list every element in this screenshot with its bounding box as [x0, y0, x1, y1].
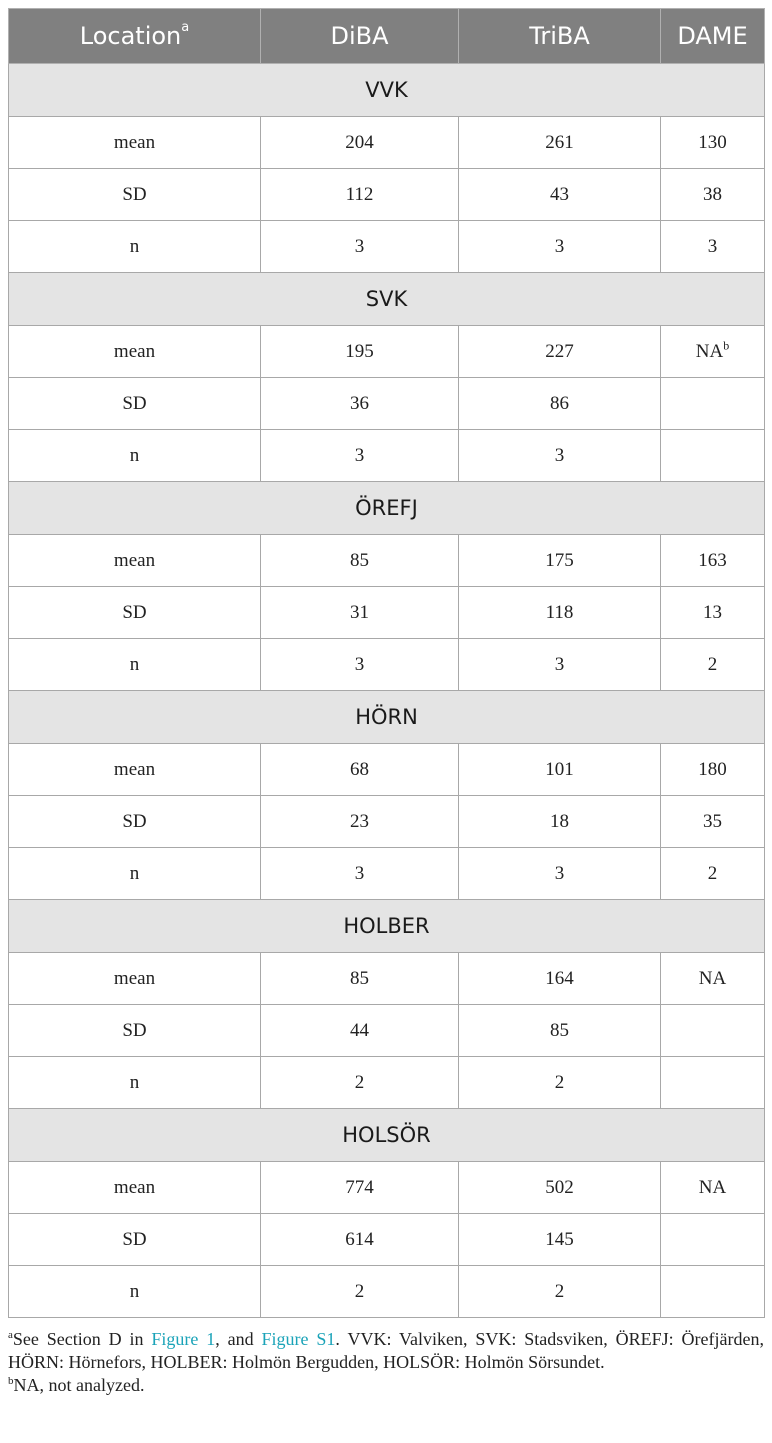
cell-triba-value: 502: [545, 1176, 574, 1198]
table-row: [9, 430, 765, 482]
cell-dame-value: 13: [703, 601, 722, 623]
cell-triba-value: 3: [554, 862, 565, 884]
header-dame: DAME: [661, 9, 765, 64]
row-label-value: mean: [113, 967, 156, 989]
row-label-value: SD: [122, 392, 147, 414]
cell-triba-value: 86: [550, 392, 569, 414]
cell-dame: [661, 117, 765, 169]
cell-diba-value: 774: [345, 1176, 374, 1198]
group-row: [9, 900, 765, 953]
row-label-value: mean: [113, 131, 156, 153]
cell-diba: [261, 430, 459, 482]
table-row: [9, 1057, 765, 1109]
row-label: [9, 221, 261, 273]
cell-dame: [661, 1266, 765, 1318]
footnote-a-prefix: See Section D in: [12, 1329, 152, 1349]
data-table: [8, 8, 765, 1318]
group-label: HOLSÖR: [9, 1109, 765, 1162]
cell-diba: [261, 1057, 459, 1109]
row-label: [9, 1266, 261, 1318]
cell-triba-value: 145: [545, 1228, 574, 1250]
row-label-value: n: [129, 653, 140, 675]
table-row: [9, 221, 765, 273]
cell-triba: [459, 744, 661, 796]
row-label: [9, 848, 261, 900]
row-label-value: n: [129, 444, 140, 466]
cell-triba: [459, 326, 661, 378]
cell-diba-value: 614: [345, 1228, 374, 1250]
row-label: [9, 953, 261, 1005]
table-row: [9, 587, 765, 639]
group-row: [9, 691, 765, 744]
cell-dame-value: 163: [698, 549, 727, 571]
footnote-a: [8, 1328, 764, 1374]
row-label: [9, 169, 261, 221]
table-row: [9, 953, 765, 1005]
cell-diba: [261, 796, 459, 848]
group-label: HÖRN: [9, 691, 765, 744]
cell-diba-value: 2: [354, 1280, 365, 1302]
row-label: [9, 535, 261, 587]
row-label: [9, 1214, 261, 1266]
cell-triba: [459, 535, 661, 587]
cell-dame: [661, 1005, 765, 1057]
cell-dame: [661, 1162, 765, 1214]
cell-diba: [261, 1005, 459, 1057]
row-label: [9, 1005, 261, 1057]
header-triba: TriBA: [459, 9, 661, 64]
cell-diba: [261, 744, 459, 796]
cell-diba-value: 195: [345, 340, 374, 362]
cell-triba-value: 175: [545, 549, 574, 571]
cell-triba-value: 227: [545, 340, 574, 362]
cell-triba: [459, 1057, 661, 1109]
row-label-value: mean: [113, 549, 156, 571]
row-label: [9, 378, 261, 430]
table-row: [9, 744, 765, 796]
cell-diba: [261, 117, 459, 169]
cell-triba: [459, 169, 661, 221]
cell-triba-value: 85: [550, 1019, 569, 1041]
cell-diba-value: 3: [354, 235, 365, 257]
cell-dame: [661, 326, 765, 378]
row-label-value: SD: [122, 183, 147, 205]
cell-triba-value: 118: [545, 601, 574, 623]
group-row: [9, 482, 765, 535]
cell-diba-value: 36: [350, 392, 369, 414]
cell-triba: [459, 1266, 661, 1318]
row-label-value: n: [129, 862, 140, 884]
cell-triba: [459, 953, 661, 1005]
row-label-value: SD: [122, 1019, 147, 1041]
cell-triba-value: 3: [554, 653, 565, 675]
cell-diba: [261, 587, 459, 639]
cell-diba-value: 85: [350, 549, 369, 571]
table-row: [9, 1214, 765, 1266]
footnote-a-mark: a: [8, 1329, 13, 1341]
cell-triba-value: 164: [545, 967, 574, 989]
cell-triba-value: 2: [554, 1280, 565, 1302]
header-location: [9, 9, 261, 64]
row-label: [9, 326, 261, 378]
cell-diba-value: 3: [354, 862, 365, 884]
header-row: [9, 9, 765, 64]
cell-dame-value: 2: [707, 653, 718, 675]
cell-dame-value: 3: [707, 235, 718, 257]
cell-triba-value: 18: [550, 810, 569, 832]
cell-dame-value: NA: [698, 967, 727, 989]
table-row: [9, 1266, 765, 1318]
cell-diba: [261, 326, 459, 378]
row-label: [9, 796, 261, 848]
cell-dame: [661, 1057, 765, 1109]
cell-diba-value: 85: [350, 967, 369, 989]
cell-diba-value: 112: [345, 183, 374, 205]
cell-diba-value: 2: [354, 1071, 365, 1093]
figure-s1-link[interactable]: Figure S1: [261, 1329, 336, 1349]
row-label: [9, 430, 261, 482]
cell-triba-value: 3: [554, 235, 565, 257]
cell-dame: [661, 587, 765, 639]
table-row: [9, 378, 765, 430]
cell-diba-value: 3: [354, 444, 365, 466]
footnote-b-mark: b: [8, 1375, 14, 1387]
cell-diba-value: 31: [350, 601, 369, 623]
group-row: [9, 1109, 765, 1162]
cell-triba: [459, 378, 661, 430]
cell-diba: [261, 1214, 459, 1266]
row-label: [9, 587, 261, 639]
group-label: ÖREFJ: [9, 482, 765, 535]
row-label: [9, 1162, 261, 1214]
table-row: [9, 639, 765, 691]
table-row: [9, 535, 765, 587]
row-label-value: n: [129, 1280, 140, 1302]
cell-dame: [661, 1214, 765, 1266]
cell-dame-value: 130: [698, 131, 727, 153]
row-label-value: SD: [122, 810, 147, 832]
table-row: [9, 117, 765, 169]
row-label: [9, 639, 261, 691]
cell-triba: [459, 796, 661, 848]
table-row: [9, 326, 765, 378]
table-row: [9, 1162, 765, 1214]
cell-dame: [661, 953, 765, 1005]
cell-diba: [261, 169, 459, 221]
header-location-footnote-mark: a: [181, 20, 190, 35]
row-label: [9, 1057, 261, 1109]
row-label: [9, 117, 261, 169]
cell-diba: [261, 953, 459, 1005]
header-diba: DiBA: [261, 9, 459, 64]
cell-dame: [661, 848, 765, 900]
cell-dame-value: 2: [707, 862, 718, 884]
cell-triba: [459, 639, 661, 691]
cell-diba: [261, 221, 459, 273]
row-label-value: n: [129, 235, 140, 257]
footnote-mark: b: [723, 338, 730, 353]
footnote-a-middle: , and: [215, 1329, 262, 1349]
row-label-value: mean: [113, 340, 156, 362]
cell-triba: [459, 1214, 661, 1266]
cell-triba: [459, 221, 661, 273]
cell-triba-value: 2: [554, 1071, 565, 1093]
cell-diba: [261, 848, 459, 900]
cell-diba: [261, 1266, 459, 1318]
row-label-value: SD: [122, 601, 147, 623]
footnote-b: [8, 1374, 764, 1397]
group-label: SVK: [9, 273, 765, 326]
row-label-value: mean: [113, 1176, 156, 1198]
cell-triba: [459, 1005, 661, 1057]
cell-diba-value: 3: [354, 653, 365, 675]
cell-dame: [661, 639, 765, 691]
table-row: [9, 1005, 765, 1057]
figure-1-link[interactable]: Figure 1: [151, 1329, 216, 1349]
cell-dame-value: 180: [698, 758, 727, 780]
row-label-value: mean: [113, 758, 156, 780]
cell-dame-value: NA: [698, 1176, 727, 1198]
cell-triba-value: 101: [545, 758, 574, 780]
cell-triba: [459, 848, 661, 900]
cell-dame: [661, 221, 765, 273]
cell-diba-value: 44: [350, 1019, 369, 1041]
cell-dame: [661, 535, 765, 587]
cell-diba-value: 23: [350, 810, 369, 832]
table-row: [9, 848, 765, 900]
cell-triba-value: 43: [550, 183, 569, 205]
cell-triba: [459, 587, 661, 639]
footnote-b-text: NA, not analyzed.: [13, 1375, 145, 1395]
cell-triba: [459, 430, 661, 482]
cell-dame-value: 38: [703, 183, 722, 205]
cell-dame: [661, 169, 765, 221]
footnote-a-suffix: . VVK: Valviken, SVK: Stadsviken, ÖREFJ: Örefjärden, HÖRN: Hörnefors, HOLBER: Holmön Bergudden, HOLSÖR: Holmön Sörsundet.: [8, 1329, 764, 1372]
cell-dame: [661, 378, 765, 430]
cell-diba: [261, 639, 459, 691]
cell-diba-value: 68: [350, 758, 369, 780]
data-table-container: [8, 8, 764, 1318]
cell-diba: [261, 378, 459, 430]
group-row: [9, 273, 765, 326]
table-footnotes: [8, 1328, 764, 1397]
row-label-value: n: [129, 1071, 140, 1093]
group-row: [9, 64, 765, 117]
cell-dame: [661, 430, 765, 482]
cell-diba-value: 204: [345, 131, 374, 153]
row-label-value: SD: [122, 1228, 147, 1250]
cell-dame-value: NA: [695, 340, 724, 362]
cell-diba: [261, 1162, 459, 1214]
cell-diba: [261, 535, 459, 587]
cell-triba-value: 3: [554, 444, 565, 466]
header-location-label: Location: [79, 22, 182, 50]
cell-dame: [661, 744, 765, 796]
table-row: [9, 796, 765, 848]
cell-dame: [661, 796, 765, 848]
row-label: [9, 744, 261, 796]
cell-dame-value: 35: [703, 810, 722, 832]
cell-triba-value: 261: [545, 131, 574, 153]
cell-triba: [459, 117, 661, 169]
group-label: HOLBER: [9, 900, 765, 953]
table-row: [9, 169, 765, 221]
cell-triba: [459, 1162, 661, 1214]
group-label: VVK: [9, 64, 765, 117]
